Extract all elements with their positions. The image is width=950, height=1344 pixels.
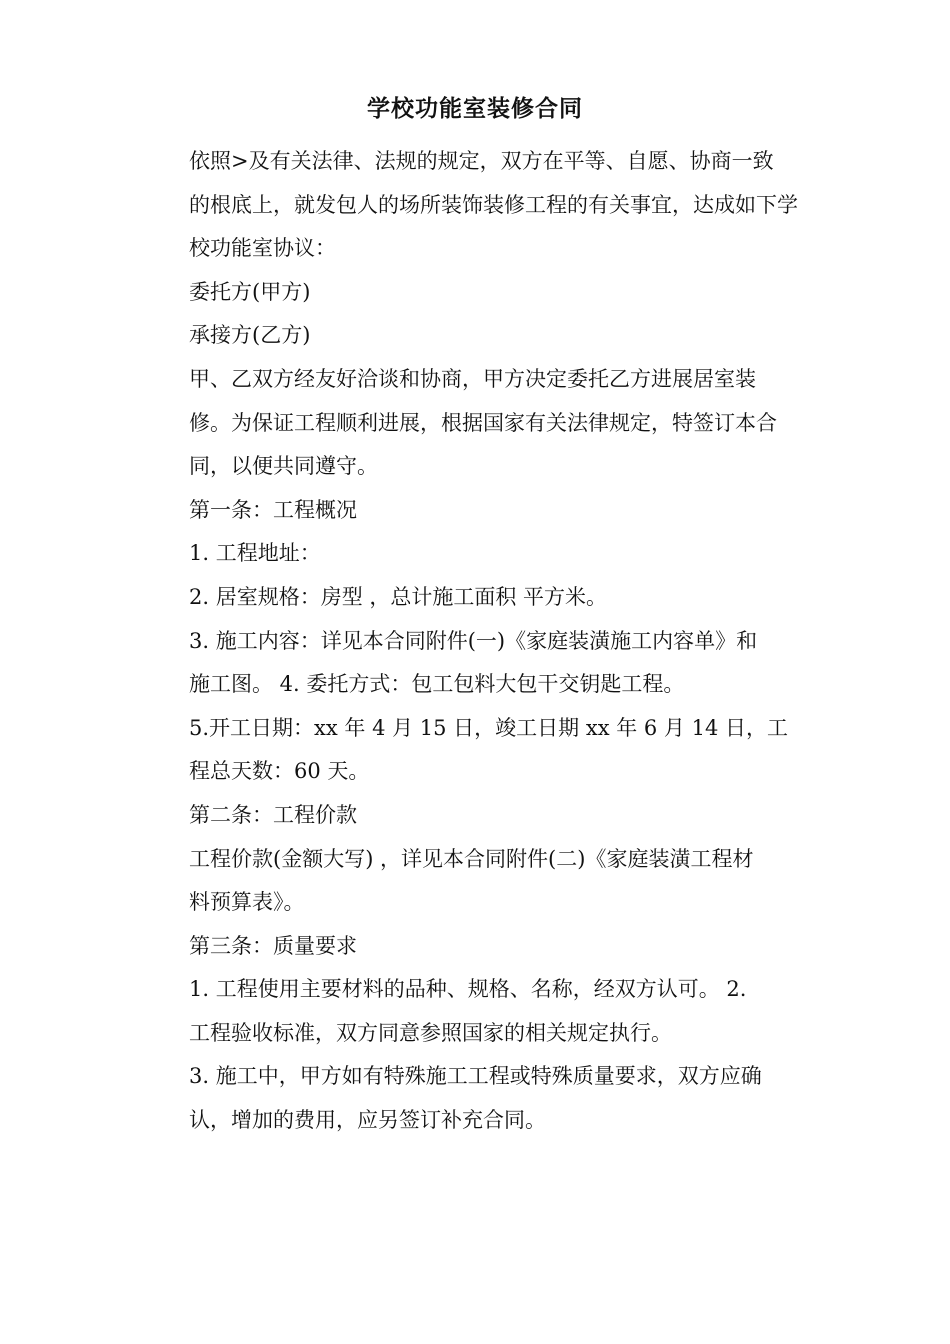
paragraph	[145, 532, 807, 576]
text-line: 认，增加的费用，应另签订补充合同。	[189, 1108, 546, 1133]
paragraph	[145, 707, 807, 794]
text-line: 3. 施工中，甲方如有特殊施工工程或特殊质量要求，双方应确	[189, 1064, 762, 1089]
paragraph	[145, 271, 807, 315]
text-line: 校功能室协议：	[189, 236, 336, 261]
paragraph	[145, 620, 807, 707]
paragraph	[145, 140, 807, 271]
text-line: 程总天数：60 天。	[189, 759, 370, 784]
text-line: 第三条：质量要求	[189, 933, 357, 958]
text-line: 承接方(乙方)	[189, 323, 311, 348]
document-title: 学校功能室装修合同	[367, 96, 583, 122]
text-line: 的根底上，就发包人的场所装饰装修工程的有关事宜，达成如下学	[189, 192, 798, 217]
text-line: 工程验收标准，双方同意参照国家的相关规定执行。	[189, 1020, 672, 1045]
text-line: 1. 工程地址：	[189, 541, 321, 566]
document-body	[145, 140, 807, 1143]
text-line: 依照>及有关法律、法规的规定，双方在平等、自愿、协商一致	[189, 149, 774, 173]
text-line: 3. 施工内容：详见本合同附件(一)《家庭装潢施工内容单》和	[189, 628, 758, 653]
paragraph	[145, 576, 807, 620]
paragraph	[145, 925, 807, 969]
paragraph	[145, 1055, 807, 1142]
paragraph	[145, 358, 807, 489]
text-line: 委托方(甲方)	[189, 279, 311, 304]
text-line: 工程价款(金额大写) ，详见本合同附件(二)《家庭装潢工程材	[189, 846, 754, 871]
text-line: 甲、乙双方经友好洽谈和协商，甲方决定委托乙方进展居室装	[189, 366, 756, 391]
text-line: 第二条：工程价款	[189, 802, 357, 827]
text-line: 5.开工日期：xx 年 4 月 15 日，竣工日期 xx 年 6 月 14 日，工	[189, 715, 789, 740]
text-line: 1. 工程使用主要材料的品种、规格、名称，经双方认可。 2.	[189, 977, 747, 1002]
text-line: 修。为保证工程顺利进展，根据国家有关法律规定，特签订本合	[189, 410, 777, 435]
text-line: 同，以便共同遵守。	[189, 454, 378, 479]
text-line: 施工图。 4. 委托方式：包工包料大包干交钥匙工程。	[189, 672, 685, 697]
paragraph	[145, 314, 807, 358]
text-line: 料预算表》。	[189, 890, 305, 915]
paragraph	[145, 794, 807, 838]
paragraph	[145, 968, 807, 1055]
text-line: 第一条：工程概况	[189, 497, 357, 522]
paragraph	[145, 838, 807, 925]
paragraph	[145, 489, 807, 533]
text-line: 2. 居室规格：房型 ，总计施工面积 平方米。	[189, 584, 608, 609]
